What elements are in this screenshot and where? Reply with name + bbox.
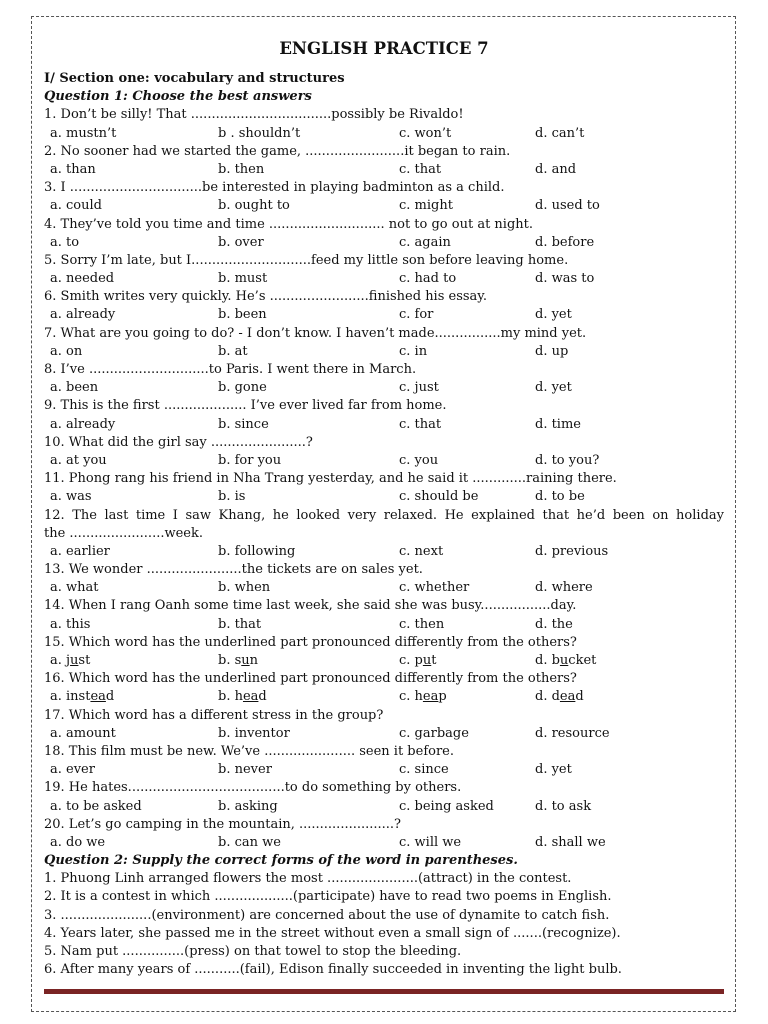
option-d: d. to ask [535, 798, 592, 814]
question-stem: 15. Which word has the underlined part pronounced differently from the others? [44, 634, 577, 650]
option-c: c. that [399, 161, 442, 177]
underlined-part: ea [242, 689, 259, 705]
option-text: a. j [50, 653, 71, 669]
worksheet [44, 34, 724, 979]
option-d: d. up [535, 343, 569, 359]
option-b: b. can we [218, 834, 281, 850]
question-stem: 17. Which word has a different stress in the group? [44, 707, 384, 723]
option-d: d. where [535, 580, 593, 596]
answer-options [44, 416, 724, 434]
option-text: st [78, 653, 91, 669]
question-stem: 3. I ................................be interested in playing badminton as a child. [44, 180, 505, 196]
word-form-list [44, 870, 724, 979]
option-d [535, 652, 715, 670]
option-text: d [575, 689, 584, 705]
option-d: d. to you? [535, 452, 600, 468]
option-b: b. asking [218, 798, 278, 814]
answer-options [44, 197, 724, 215]
question-stem: 1. Don’t be silly! That ..................................possibly be Rivaldo! [44, 107, 464, 123]
option-c: c. garbage [399, 725, 469, 741]
option-a: a. could [50, 198, 102, 214]
answer-options [44, 452, 724, 470]
option-b: b. never [218, 762, 272, 778]
option-d: d. resource [535, 725, 610, 741]
option-b: b. ought to [218, 198, 290, 214]
option-c [399, 688, 535, 706]
option-a [44, 688, 218, 706]
option-a: a. to [50, 234, 80, 250]
question-stem: 19. He hates......................................to do something by others. [44, 780, 462, 796]
option-c: c. you [399, 452, 439, 468]
option-b [218, 688, 399, 706]
option-c: c. might [399, 198, 453, 214]
word-form-item: 3. ......................(environment) are concerned about the use of dynamite to catch fish. [44, 907, 610, 923]
option-a: a. needed [50, 271, 115, 287]
option-a: a. than [50, 161, 96, 177]
question-stem: 12. The last time I saw Khang, he looked very relaxed. He explained that he’d been on holiday [44, 507, 724, 523]
option-c: c. just [399, 380, 439, 396]
question-stem: 5. Sorry I’m late, but I.............................feed my little son before leaving home. [44, 252, 569, 268]
question-list [44, 106, 724, 852]
option-d [535, 688, 715, 706]
option-c: c. won’t [399, 125, 452, 141]
question-stem: 10. What did the girl say .......................? [44, 434, 313, 450]
option-text: c. h [399, 689, 423, 705]
option-c: c. for [399, 307, 434, 323]
answer-options [44, 688, 724, 706]
option-d: d. was to [535, 271, 595, 287]
option-a: a. on [50, 343, 83, 359]
option-a: a. this [50, 616, 91, 632]
option-text: d. b [535, 653, 560, 669]
option-c: c. will we [399, 834, 462, 850]
option-a: a. was [50, 489, 92, 505]
answer-options [44, 725, 724, 743]
option-d: d. shall we [535, 834, 606, 850]
option-text: d [105, 689, 115, 705]
answer-options [44, 834, 724, 852]
option-a: a. been [50, 380, 99, 396]
option-c: c. being asked [399, 798, 494, 814]
question-stem: 2. No sooner had we started the game, ........................it began to rain. [44, 143, 511, 159]
option-b: b. been [218, 307, 267, 323]
answer-options [44, 616, 724, 634]
answer-options [44, 234, 724, 252]
underlined-part: ea [90, 689, 106, 705]
option-b: b. that [218, 616, 262, 632]
option-d: d. and [535, 161, 577, 177]
bottom-rule [44, 989, 724, 994]
option-text: cket [568, 653, 597, 669]
answer-options [44, 488, 724, 506]
question-stem: 14. When I rang Oanh some time last week, she said she was busy.................day. [44, 598, 577, 614]
option-text: n [249, 653, 259, 669]
question-stem: 7. What are you going to do? - I don’t know. I haven’t made................my mind yet. [44, 325, 587, 341]
option-c: c. next [399, 543, 444, 559]
option-d: d. yet [535, 307, 572, 323]
answer-options [44, 761, 724, 779]
word-form-item: 6. After many years of ...........(fail), Edison finally succeeded in inventing the light bulb. [44, 962, 622, 978]
option-c: c. had to [399, 271, 457, 287]
question-stem: 9. This is the first .................... I’ve ever lived far from home. [44, 398, 447, 414]
option-c: c. should be [399, 489, 479, 505]
option-a: a. mustn’t [50, 125, 117, 141]
word-form-item: 4. Years later, she passed me in the street without even a small sign of .......(recognize). [44, 925, 621, 941]
question-stem: 4. They’ve told you time and time ............................ not to go out at night. [44, 216, 534, 232]
option-d: d. can’t [535, 125, 585, 141]
option-a: a. amount [50, 725, 116, 741]
question-stem: 11. Phong rang his friend in Nha Trang yesterday, and he said it .............raining there. [44, 471, 617, 487]
answer-options [44, 652, 724, 670]
option-c: c. in [399, 343, 428, 359]
option-text: t [431, 653, 437, 669]
question-stem: 16. Which word has the underlined part pronounced differently from the others? [44, 671, 577, 687]
option-b: b. inventor [218, 725, 290, 741]
question-stem: 6. Smith writes very quickly. He’s ........................finished his essay. [44, 289, 488, 305]
answer-options [44, 161, 724, 179]
answer-options [44, 270, 724, 288]
underlined-part: ea [559, 689, 576, 705]
option-text: b. h [218, 689, 243, 705]
option-c: c. since [399, 762, 449, 778]
option-a: a. already [50, 416, 116, 432]
underlined-part: ea [422, 689, 439, 705]
word-form-item: 2. It is a contest in which ...................(participate) have to read two poems in English. [44, 889, 612, 905]
option-c: c. then [399, 616, 445, 632]
question-stem: 8. I’ve .............................to Paris. I went there in March. [44, 362, 417, 377]
question-stem: 20. Let’s go camping in the mountain, .......................? [44, 816, 402, 832]
option-b: b. gone [218, 380, 267, 396]
word-form-item: 1. Phuong Linh arranged flowers the most ......................(attract) in the contest. [44, 871, 572, 887]
word-form-item: 5. Nam put ...............(press) on that towel to stop the bleeding. [44, 944, 462, 960]
option-a: a. already [50, 307, 116, 323]
option-c: c. whether [399, 580, 470, 596]
section-heading: I/ Section one: vocabulary and structures [44, 71, 345, 86]
underlined-part: u [422, 653, 432, 669]
option-b [218, 652, 399, 670]
option-c [399, 652, 535, 670]
option-b: b. then [218, 161, 265, 177]
option-text: b. s [218, 653, 242, 669]
option-b: b. when [218, 580, 271, 596]
option-d: d. yet [535, 380, 572, 396]
underlined-part: u [559, 653, 569, 669]
option-b: b. over [218, 234, 264, 250]
option-b: b. at [218, 343, 248, 359]
option-a: a. at you [50, 452, 107, 468]
option-b: b. since [218, 416, 269, 432]
answer-options [44, 306, 724, 324]
option-d: d. used to [535, 198, 600, 214]
underlined-part: u [241, 653, 250, 669]
answer-options [44, 125, 724, 143]
option-d: d. to be [535, 489, 585, 505]
answer-options [44, 798, 724, 816]
option-text: c. p [399, 653, 423, 669]
option-text: d. d [535, 689, 560, 705]
option-b: b. for you [218, 452, 282, 468]
option-b: b. is [218, 489, 246, 505]
underlined-part: u [70, 653, 79, 669]
option-a: a. do we [50, 834, 106, 850]
answer-options [44, 543, 724, 561]
option-text: d [258, 689, 267, 705]
option-c: c. that [399, 416, 442, 432]
option-text: a. inst [50, 689, 91, 705]
option-d: d. before [535, 234, 595, 250]
question-stem: 13. We wonder .......................the tickets are on sales yet. [44, 562, 423, 578]
option-a: a. what [50, 580, 99, 596]
option-c: c. again [399, 234, 451, 250]
option-b: b . shouldn’t [218, 125, 301, 141]
answer-options [44, 379, 724, 397]
answer-options [44, 579, 724, 597]
option-a [44, 652, 218, 670]
option-d: d. time [535, 416, 581, 432]
option-a: a. ever [50, 762, 95, 778]
option-a: a. to be asked [50, 798, 142, 814]
option-b: b. following [218, 543, 296, 559]
option-b: b. must [218, 271, 268, 287]
option-d: d. previous [535, 543, 609, 559]
page-title: ENGLISH PRACTICE 7 [279, 39, 489, 58]
question-stem: 18. This film must be new. We’ve ...................... seen it before. [44, 743, 455, 759]
option-d: d. yet [535, 762, 572, 778]
question-stem-cont: the .......................week. [44, 525, 203, 541]
option-a: a. earlier [50, 543, 110, 559]
answer-options [44, 343, 724, 361]
option-d: d. the [535, 616, 573, 632]
question-heading: Question 2: Supply the correct forms of the word in parentheses. [44, 853, 518, 869]
option-text: p [438, 689, 447, 705]
question-heading: Question 1: Choose the best answers [44, 89, 312, 105]
